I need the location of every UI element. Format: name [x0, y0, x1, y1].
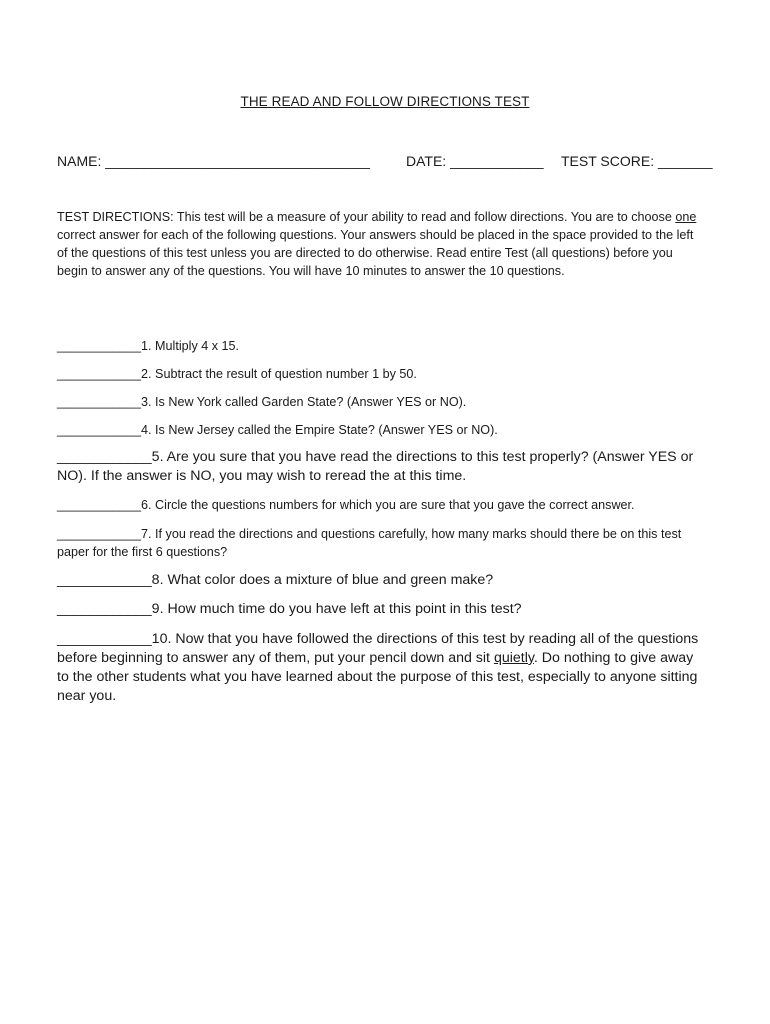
question-2: ____________2. Subtract the result of question number 1 by 50.: [57, 367, 417, 381]
page-title: THE READ AND FOLLOW DIRECTIONS TEST: [240, 94, 530, 109]
question-10: [57, 630, 707, 706]
question-9: ____________9. How much time do you have left at this point in this test?: [57, 601, 522, 617]
test-score-field: TEST SCORE: _______: [561, 153, 713, 169]
question-10-text-1: ____________10. Now that you have followed the directions of this test by reading all of the questions before beginning to answer any of them, put your pencil down and sit: [57, 631, 699, 666]
directions-underlined-word: one: [675, 210, 697, 224]
date-field: DATE: ____________: [406, 153, 544, 169]
directions-text-1: TEST DIRECTIONS: This test will be a measure of your ability to read and follow directions. You are to choose: [57, 210, 676, 224]
directions-text-2: correct answer for each of the following questions. Your answers should be placed in the space provided to the left of the questions of this test unless you are directed to do otherwise. Read entire Test (all questions) before you begin to answer any of the questions. You will have 10 minutes to answer the 10 questions.: [57, 228, 694, 278]
question-6: ____________6. Circle the questions numbers for which you are sure that you gave the correct answer.: [57, 498, 635, 512]
question-10-underlined-word: quietly: [493, 650, 534, 666]
test-directions: [57, 208, 707, 280]
question-5: ____________5. Are you sure that you have read the directions to this test properly? (Answer YES or NO). If the answer is NO, you may wish to reread the at this time.: [57, 449, 694, 484]
question-3: ____________3. Is New York called Garden State? (Answer YES or NO).: [57, 395, 467, 409]
question-1: ____________1. Multiply 4 x 15.: [57, 339, 240, 353]
question-8: ____________8. What color does a mixture of blue and green make?: [57, 572, 494, 588]
question-4: ____________4. Is New Jersey called the Empire State? (Answer YES or NO).: [57, 423, 498, 437]
header-fields: [57, 153, 717, 169]
question-10-text-2: . Do nothing to give away to the other students what you have learned about the purpose of this test, especially to anyone sitting near you.: [57, 650, 698, 704]
question-7: ____________7. If you read the directions and questions carefully, how many marks should there be on this test paper for the first 6 questions?: [57, 527, 682, 559]
name-field: NAME: __________________________________: [57, 153, 370, 169]
